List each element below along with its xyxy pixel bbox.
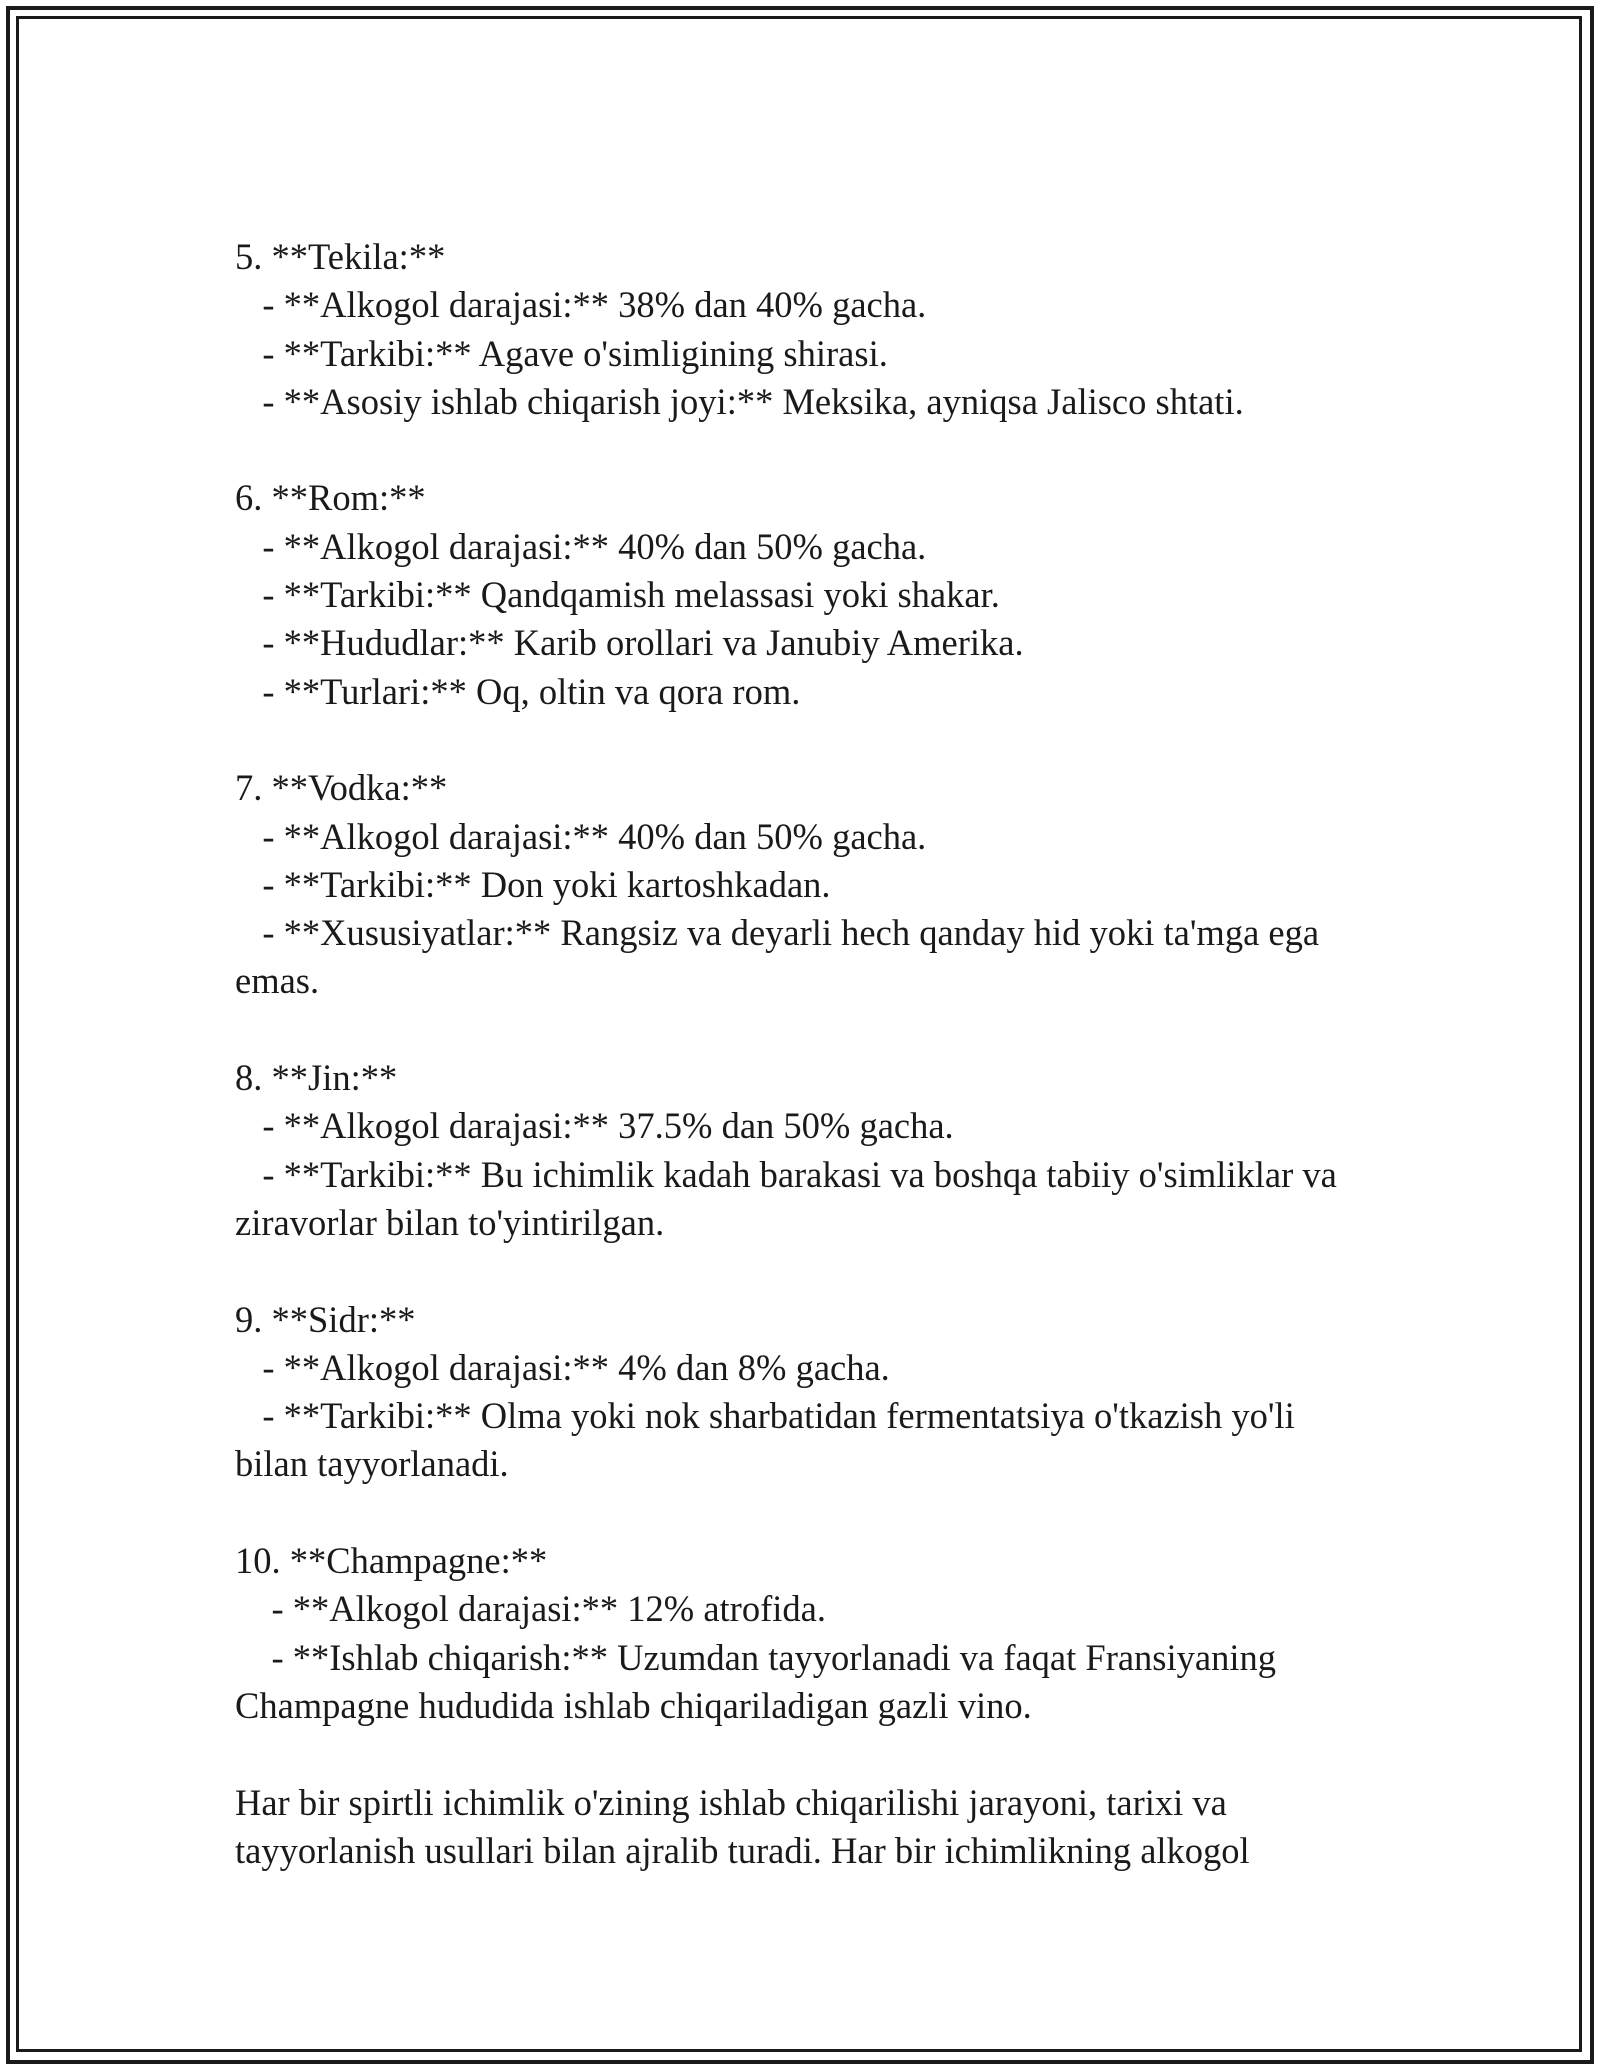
list-item: - **Alkogol darajasi:** 38% dan 40% gacha.: [235, 284, 927, 326]
section-champagne: [235, 1537, 1375, 1730]
paragraph-spacer: [235, 716, 1375, 764]
list-item: - **Xususiyatlar:** Rangsiz va deyarli hech qanday hid yoki ta'mga ega: [235, 912, 1320, 954]
document-body: [235, 233, 1375, 1875]
list-item: - **Tarkibi:** Olma yoki nok sharbatidan fermentatsiya o'tkazish yo'li: [235, 1395, 1295, 1437]
paragraph-spacer: [235, 1247, 1375, 1295]
list-item: - **Tarkibi:** Agave o'simligining shirasi.: [235, 332, 888, 374]
section-heading: 8. **Jin:**: [235, 1057, 398, 1099]
list-item: - **Tarkibi:** Bu ichimlik kadah barakasi va boshqa tabiiy o'simliklar va: [235, 1153, 1337, 1195]
list-item: - **Hududlar:** Karib orollari va Janubiy Amerika.: [235, 622, 1024, 664]
section-heading: 10. **Champagne:**: [235, 1540, 548, 1582]
list-item-continuation: ziravorlar bilan to'yintirilgan.: [235, 1201, 665, 1243]
section-sidr: [235, 1296, 1375, 1489]
list-item: - **Alkogol darajasi:** 40% dan 50% gacha.: [235, 525, 927, 567]
list-item: - **Turlari:** Oq, oltin va qora rom.: [235, 670, 801, 712]
paragraph-spacer: [235, 426, 1375, 474]
section-heading: 7. **Vodka:**: [235, 767, 448, 809]
section-jin: [235, 1054, 1375, 1247]
list-item-continuation: bilan tayyorlanadi.: [235, 1443, 509, 1485]
paragraph-spacer: [235, 1730, 1375, 1778]
section-heading: 9. **Sidr:**: [235, 1298, 416, 1340]
paragraph-spacer: [235, 1006, 1375, 1054]
list-item: - **Asosiy ishlab chiqarish joyi:** Meksika, ayniqsa Jalisco shtati.: [235, 380, 1244, 422]
list-item: - **Alkogol darajasi:** 12% atrofida.: [235, 1588, 826, 1630]
list-item: - **Ishlab chiqarish:** Uzumdan tayyorlanadi va faqat Fransiyaning: [235, 1636, 1276, 1678]
list-item: - **Alkogol darajasi:** 40% dan 50% gacha.: [235, 815, 927, 857]
list-item: - **Tarkibi:** Don yoki kartoshkadan.: [235, 863, 831, 905]
closing-paragraph: [235, 1779, 1375, 1876]
list-item: - **Tarkibi:** Qandqamish melassasi yoki shakar.: [235, 574, 1000, 616]
section-rom: [235, 474, 1375, 715]
list-item: - **Alkogol darajasi:** 37.5% dan 50% gacha.: [235, 1105, 954, 1147]
section-heading: 6. **Rom:**: [235, 477, 426, 519]
paragraph-spacer: [235, 1489, 1375, 1537]
list-item-continuation: emas.: [235, 960, 320, 1002]
section-heading: 5. **Tekila:**: [235, 236, 446, 277]
closing-line: Har bir spirtli ichimlik o'zining ishlab chiqarilishi jarayoni, tarixi va: [235, 1781, 1227, 1823]
list-item: - **Alkogol darajasi:** 4% dan 8% gacha.: [235, 1346, 890, 1388]
list-item-continuation: Champagne hududida ishlab chiqariladigan gazli vino.: [235, 1684, 1032, 1726]
section-vodka: [235, 764, 1375, 1005]
section-tekila: [235, 233, 1375, 426]
closing-line: tayyorlanish usullari bilan ajralib turadi. Har bir ichimlikning alkogol: [235, 1829, 1250, 1871]
